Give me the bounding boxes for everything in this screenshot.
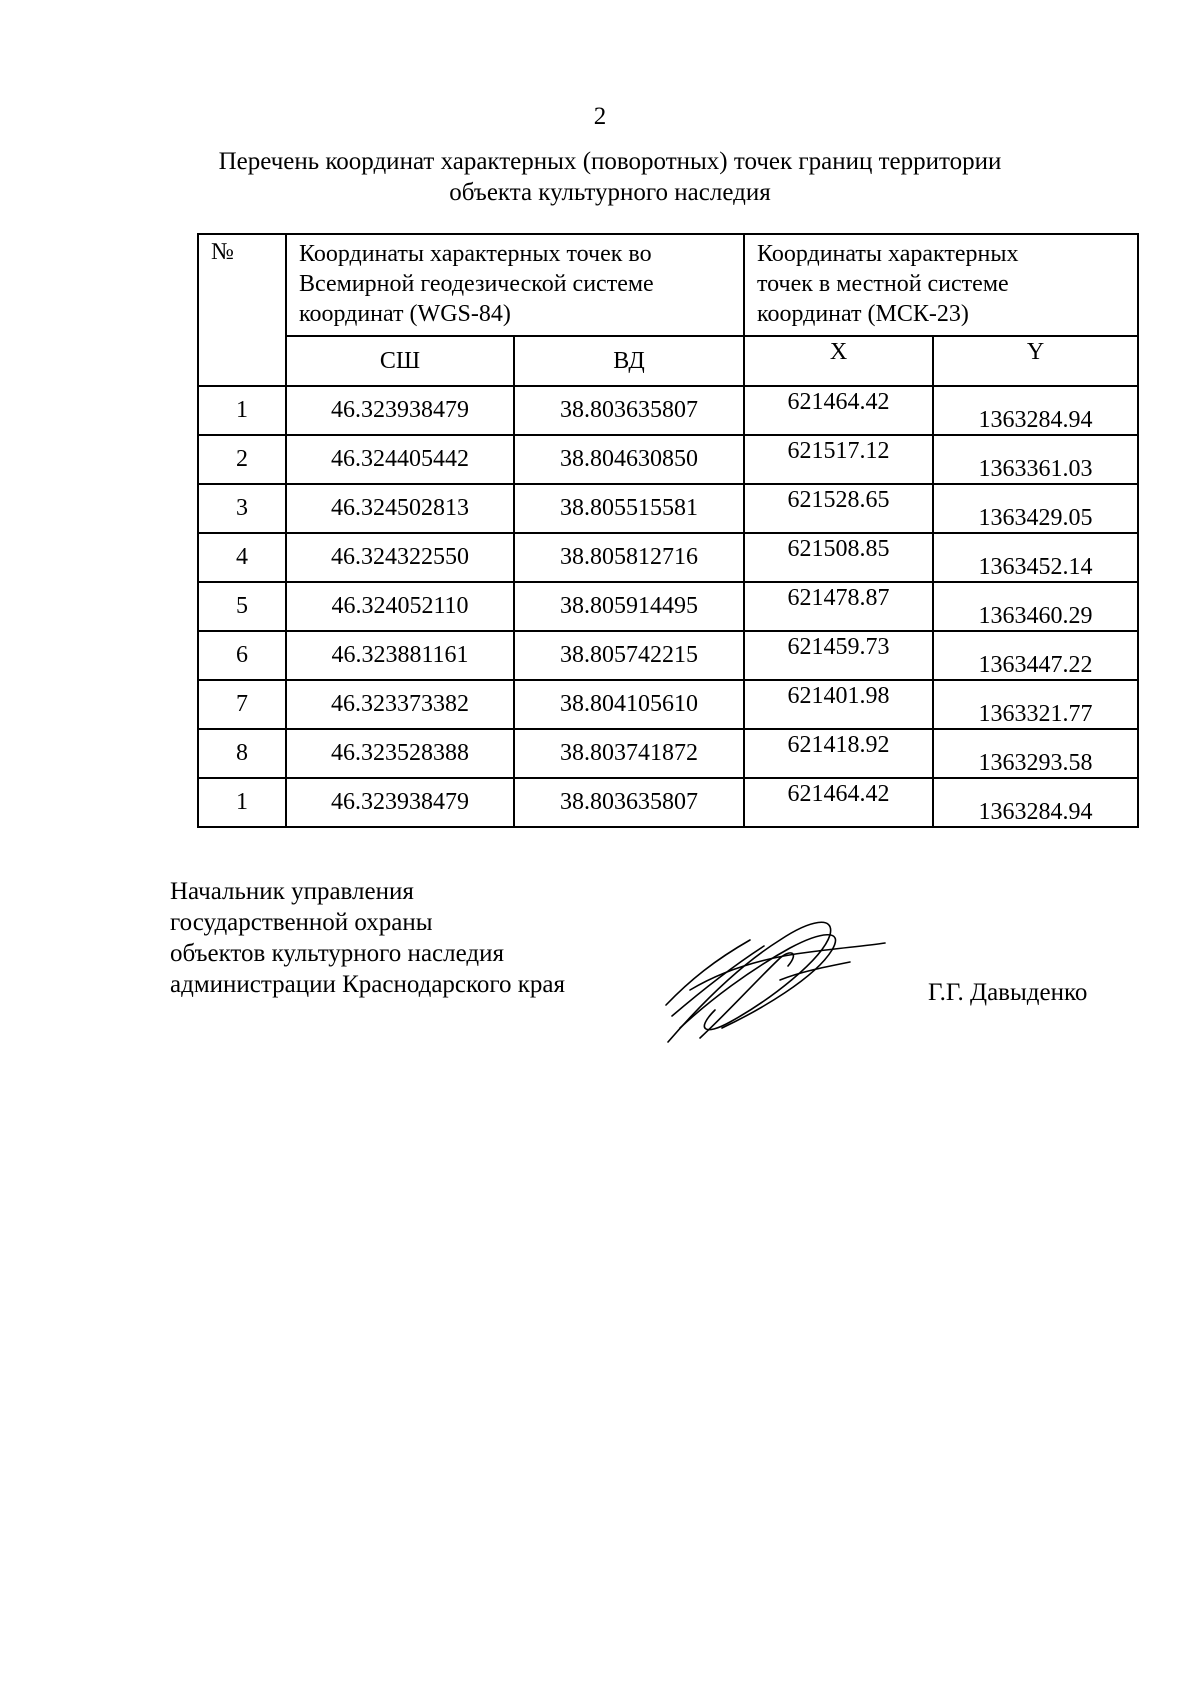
table-row: [198, 435, 1138, 484]
cell-latitude: 46.324322550: [286, 533, 514, 582]
cell-x: 621401.98: [744, 680, 933, 729]
cell-longitude: 38.803741872: [514, 729, 744, 778]
cell-y: 1363460.29: [933, 582, 1138, 631]
table-row: [198, 631, 1138, 680]
cell-latitude: 46.323938479: [286, 386, 514, 435]
header-wgs84-line: координат (WGS-84): [299, 301, 511, 327]
cell-longitude: 38.803635807: [514, 778, 744, 827]
cell-x: 621464.42: [744, 778, 933, 827]
cell-number: 1: [198, 386, 286, 435]
header-wgs84-line: Координаты характерных точек во: [299, 241, 652, 267]
handwritten-signature: [660, 910, 890, 1050]
cell-latitude: 46.323881161: [286, 631, 514, 680]
header-wgs84-line: Всемирной геодезической системе: [299, 271, 654, 297]
cell-number: 5: [198, 582, 286, 631]
cell-y: 1363284.94: [933, 386, 1138, 435]
signatory-position-line: администрации Краснодарского края: [170, 971, 566, 998]
cell-y: 1363452.14: [933, 533, 1138, 582]
cell-number: 8: [198, 729, 286, 778]
header-msk23-group: [744, 234, 1138, 336]
cell-number: 4: [198, 533, 286, 582]
cell-longitude: 38.805914495: [514, 582, 744, 631]
table-row: [198, 778, 1138, 827]
header-wgs84-group: [286, 234, 744, 336]
table-row: [198, 484, 1138, 533]
cell-longitude: 38.805812716: [514, 533, 744, 582]
cell-y: 1363284.94: [933, 778, 1138, 827]
cell-x: 621478.87: [744, 582, 933, 631]
header-msk23-line: Координаты характерных: [757, 241, 1019, 267]
page-number: 2: [593, 103, 607, 130]
header-msk23-line: точек в местной системе: [757, 271, 1009, 297]
table-row: [198, 386, 1138, 435]
coordinates-table: [197, 233, 1139, 828]
cell-number: 7: [198, 680, 286, 729]
signatory-position-line: объектов культурного наследия: [170, 940, 504, 967]
table-row: [198, 729, 1138, 778]
table-row: [198, 680, 1138, 729]
signatory-position: [170, 876, 565, 1000]
cell-longitude: 38.803635807: [514, 386, 744, 435]
cell-x: 621517.12: [744, 435, 933, 484]
cell-longitude: 38.804105610: [514, 680, 744, 729]
cell-latitude: 46.323938479: [286, 778, 514, 827]
header-latitude: СШ: [286, 336, 514, 386]
cell-latitude: 46.324502813: [286, 484, 514, 533]
cell-x: 621528.65: [744, 484, 933, 533]
cell-latitude: 46.323373382: [286, 680, 514, 729]
header-y: Y: [933, 336, 1138, 386]
cell-x: 621464.42: [744, 386, 933, 435]
document-title: [160, 146, 1060, 208]
cell-number: 6: [198, 631, 286, 680]
cell-longitude: 38.805515581: [514, 484, 744, 533]
document-title-line: Перечень координат характерных (поворотных) точек границ территории: [218, 148, 1002, 175]
cell-number: 3: [198, 484, 286, 533]
cell-y: 1363293.58: [933, 729, 1138, 778]
header-longitude: ВД: [514, 336, 744, 386]
header-number: №: [198, 234, 286, 386]
table-row: [198, 533, 1138, 582]
document-title-line: объекта культурного наследия: [449, 179, 771, 206]
cell-y: 1363361.03: [933, 435, 1138, 484]
signatory-position-line: Начальник управления: [170, 878, 414, 905]
cell-latitude: 46.324405442: [286, 435, 514, 484]
cell-y: 1363447.22: [933, 631, 1138, 680]
cell-y: 1363429.05: [933, 484, 1138, 533]
cell-number: 1: [198, 778, 286, 827]
cell-longitude: 38.804630850: [514, 435, 744, 484]
cell-x: 621459.73: [744, 631, 933, 680]
table-row: [198, 582, 1138, 631]
cell-x: 621418.92: [744, 729, 933, 778]
cell-number: 2: [198, 435, 286, 484]
cell-latitude: 46.324052110: [286, 582, 514, 631]
cell-x: 621508.85: [744, 533, 933, 582]
signatory-name: Г.Г. Давыденко: [928, 979, 1088, 1006]
cell-y: 1363321.77: [933, 680, 1138, 729]
cell-longitude: 38.805742215: [514, 631, 744, 680]
header-msk23-line: координат (МСК-23): [757, 301, 969, 327]
header-x: X: [744, 336, 933, 386]
cell-latitude: 46.323528388: [286, 729, 514, 778]
signatory-position-line: государственной охраны: [170, 909, 433, 936]
